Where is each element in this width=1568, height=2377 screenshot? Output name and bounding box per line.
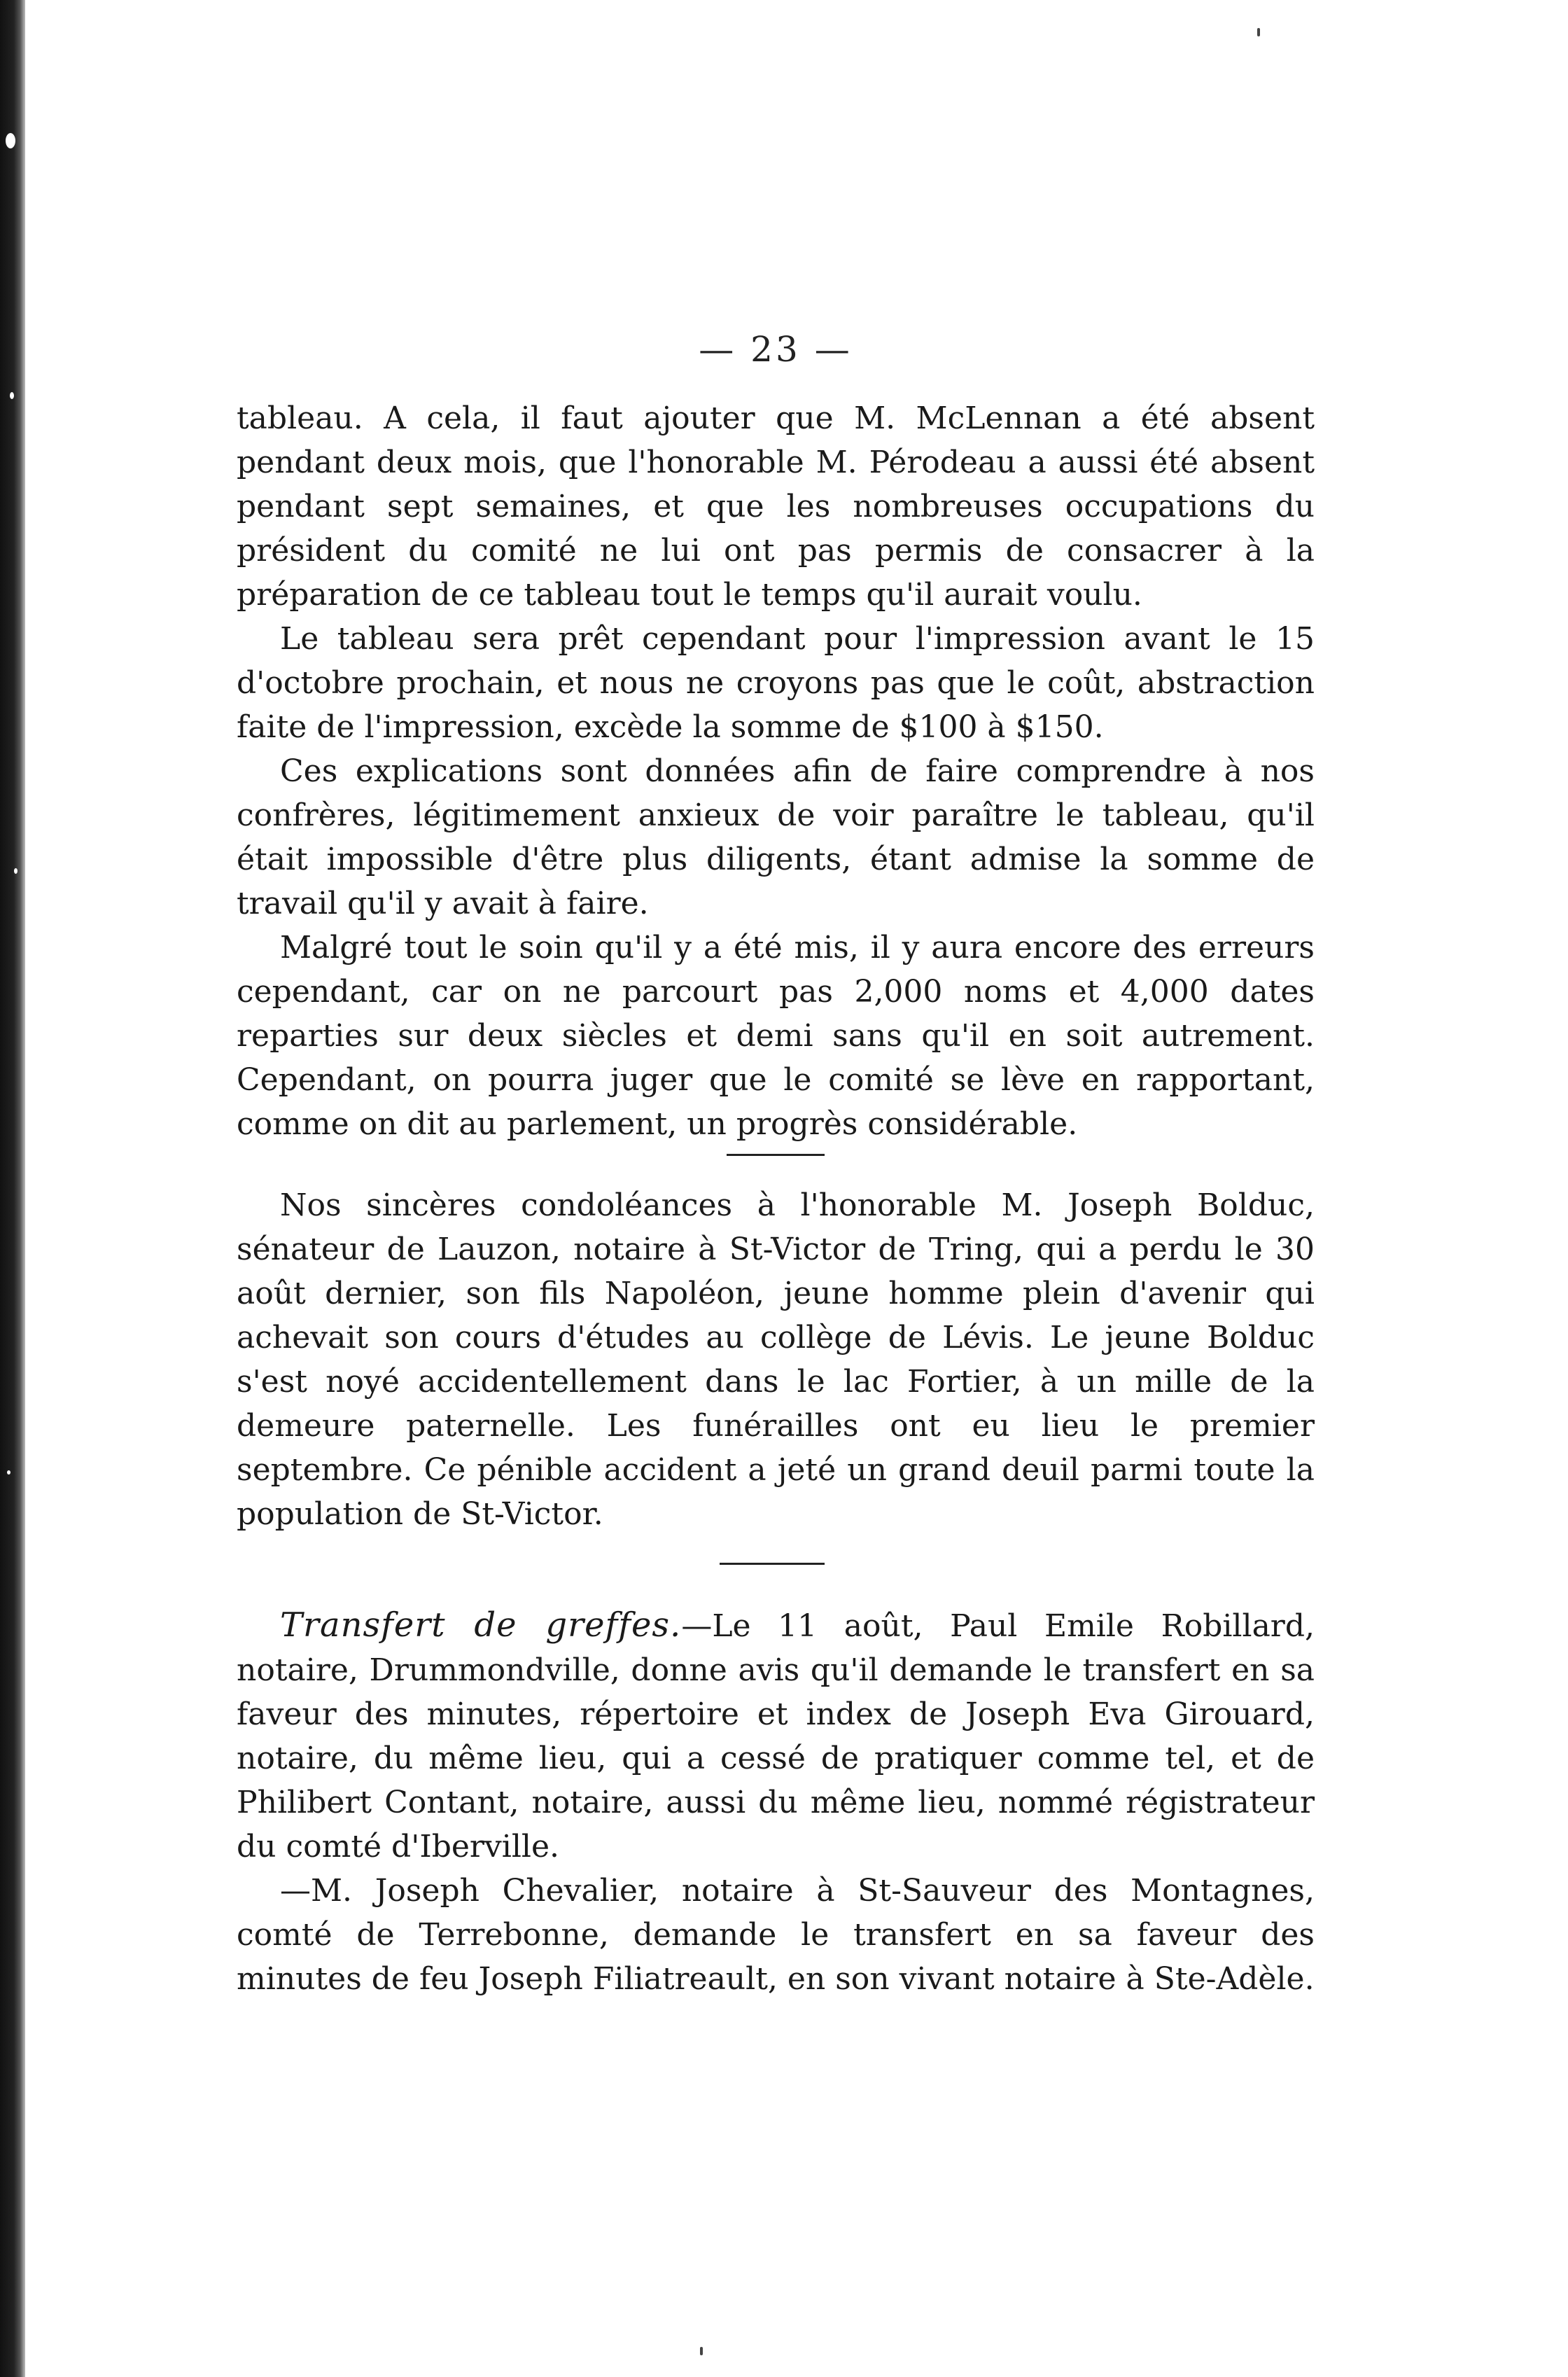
paragraph	[237, 1603, 1315, 1869]
section-divider	[727, 1154, 825, 1156]
section-heading: Transfert de greffes.	[280, 1605, 682, 1645]
section-divider	[720, 1563, 825, 1565]
paragraph: Malgré tout le soin qu'il y a été mis, il y aura encore des erreurs cependant, car on ne parcourt pas 2,000 noms et 4,000 dates reparties sur deux siècles et demi sans qu'il en soit autrement. Cependant, on pourra juger que le comité se lève en rapportant, comme on dit au parlement, un progrès considérable.	[237, 930, 1315, 1142]
paragraph: Le tableau sera prêt cependant pour l'impression avant le 15 d'octobre prochain, et nous ne croyons pas que le coût, abstraction faite de l'impression, excède la somme de $100 à $150.	[237, 621, 1315, 745]
page-number: — 23 —	[699, 329, 853, 370]
paragraph: tableau. A cela, il faut ajouter que M. McLennan a été absent pendant deux mois, que l'honorable M. Pérodeau a aussi été absent pendant sept semaines, et que les nombreuses occupations du président du comité ne lui ont pas permis de consacrer à la préparation de ce tableau tout le temps qu'il aurait voulu.	[237, 400, 1315, 613]
paragraph: Ces explications sont données afin de faire comprendre à nos confrères, légitimement anxieux de voir paraître le tableau, qu'il était impossible d'être plus diligents, étant admise la somme de travail qu'il y avait à faire.	[237, 753, 1315, 921]
section-condoleances	[237, 1183, 1315, 1536]
section-tableau	[237, 396, 1315, 1146]
section-transfert	[237, 1603, 1315, 2001]
scan-speck	[14, 868, 18, 874]
paragraph-text: —Le 11 août, Paul Emile Robillard, notaire, Drummondville, donne avis qu'il demande le transfert en sa faveur des minutes, répertoire et index de Joseph Eva Girouard, notaire, du même lieu, qui a cessé de pratiquer comme tel, et de Philibert Contant, notaire, aussi du même lieu, nommé régistrateur du comté d'Iberville.	[237, 1608, 1315, 1864]
scan-edge-shadow	[0, 0, 25, 2377]
document-page	[237, 0, 1315, 2377]
scan-speck	[6, 133, 15, 148]
paragraph: —M. Joseph Chevalier, notaire à St-Sauveur des Montagnes, comté de Terrebonne, demande le transfert en sa faveur des minutes de feu Joseph Filiatreault, en son vivant notaire à Ste-Adèle.	[237, 1873, 1315, 1997]
scan-speck	[10, 392, 14, 399]
paragraph: Nos sincères condoléances à l'honorable M. Joseph Bolduc, sénateur de Lauzon, notaire à St-Victor de Tring, qui a perdu le 30 août dernier, son fils Napoléon, jeune homme plein d'avenir qui achevait son cours d'études au collège de Lévis. Le jeune Bolduc s'est noyé accidentellement dans le lac Fortier, à un mille de la demeure paternelle. Les funérailles ont eu lieu le premier septembre. Ce pénible accident a jeté un grand deuil parmi toute la population de St-Victor.	[237, 1187, 1315, 1532]
scan-speck	[7, 1470, 10, 1475]
